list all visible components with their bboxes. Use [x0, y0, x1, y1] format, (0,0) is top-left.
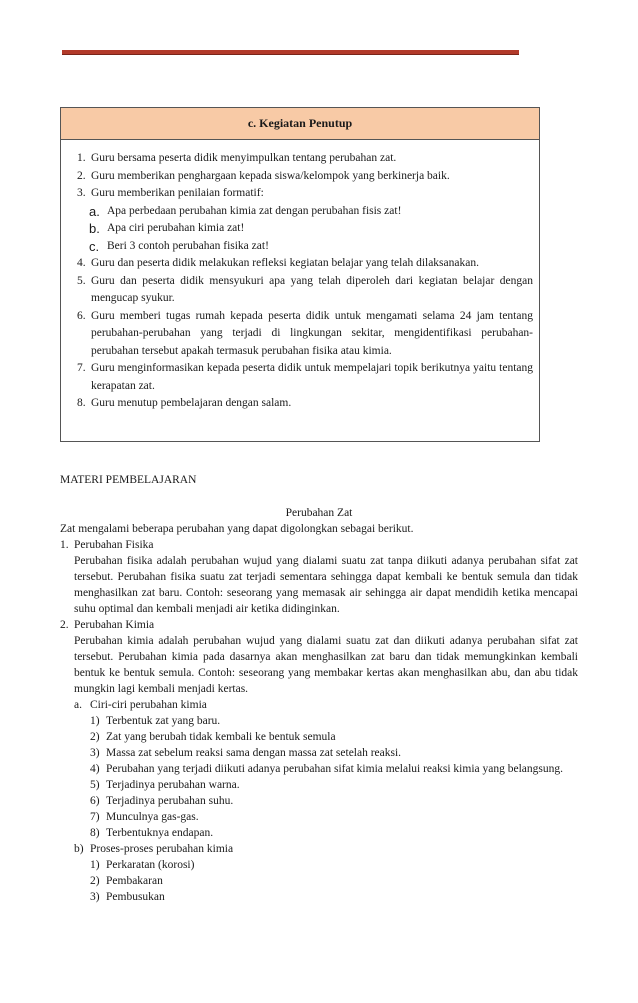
item-number: 3. [77, 187, 86, 199]
item-number: 1. [60, 539, 69, 551]
item-number: 2) [90, 875, 100, 887]
process-item [60, 857, 578, 873]
item-number: 4. [77, 257, 86, 269]
item-title: Perubahan Fisika [74, 539, 154, 551]
closing-activity-heading: c. Kegiatan Penutup [61, 108, 539, 140]
item-number: 4) [90, 763, 100, 775]
physical-change-paragraph: Perubahan fisika adalah perubahan wujud yang dialami suatu zat tanpa diikuti adanya perubahan sifat zat tersebut. Perubahan fisika suatu zat terjadi sementara sehingga dapat kembali ke bentuk semula dan tidak menghasilkan zat baru. Contoh: seseorang yang memasak air sehingga air dapat mendidih ketika mencapai suhu optimal dan kembali menjadi air ketika didinginkan. [74, 555, 578, 615]
closing-activity-table [60, 107, 540, 442]
closing-activity-list [61, 140, 539, 413]
item-text: Terjadinya perubahan suhu. [106, 795, 234, 807]
item-text: Massa zat sebelum reaksi sama dengan massa zat setelah reaksi. [106, 747, 402, 759]
item-text: Guru bersama peserta didik menyimpulkan tentang perubahan zat. [91, 152, 397, 164]
item-text: Apa perbedaan perubahan kimia zat dengan perubahan fisis zat! [107, 204, 402, 217]
item-text: Guru memberi tugas rumah kepada peserta didik untuk mengamati selama 24 jam tentang perubahan-perubahan yang terjadi di lingkungan sekitar, mengidentifikasi perubahan-perubahan tersebut apakah termasuk perubahan fisika atau kimia. [91, 309, 533, 357]
chemical-change-traits-heading [60, 697, 578, 713]
item-number: 1. [77, 152, 86, 164]
item-title: Ciri-ciri perubahan kimia [90, 699, 207, 711]
trait-item [60, 761, 578, 777]
item-letter: b) [74, 843, 84, 855]
item-number: 7. [77, 362, 86, 374]
trait-item [60, 745, 578, 761]
item-number: 1) [90, 715, 100, 727]
intro-paragraph: Zat mengalami beberapa perubahan yang dapat digolongkan sebagai berikut. [60, 523, 414, 535]
physical-change-heading [60, 537, 578, 553]
item-number: 6) [90, 795, 100, 807]
item-text: Zat yang berubah tidak kembali ke bentuk semula [106, 731, 336, 743]
process-item [60, 873, 578, 889]
item-text: Guru dan peserta didik mensyukuri apa yang telah diperoleh dari kegiatan belajar dengan mengucap syukur. [91, 274, 533, 304]
item-text: Perkaratan (korosi) [106, 859, 195, 871]
trait-item [60, 793, 578, 809]
closing-activity-item [77, 150, 533, 168]
item-text: Guru memberikan penghargaan kepada siswa/kelompok yang berkinerja baik. [91, 169, 450, 182]
trait-item [60, 729, 578, 745]
item-number: 5. [77, 274, 86, 287]
item-text: Terbentuknya endapan. [106, 827, 214, 839]
item-text: Perubahan yang terjadi diikuti adanya perubahan sifat kimia melalui reaksi kimia yang belangsung. [106, 763, 563, 775]
item-number: 3) [90, 747, 100, 759]
item-number: 6. [77, 309, 86, 322]
closing-activity-item [77, 255, 533, 273]
item-letter: b. [89, 221, 100, 236]
closing-activity-item [77, 273, 533, 308]
item-number: 8) [90, 827, 100, 839]
item-title: Proses-proses perubahan kimia [90, 843, 234, 855]
item-text: Munculnya gas-gas. [106, 811, 199, 823]
chemical-change-paragraph: Perubahan kimia adalah perubahan wujud yang dialami suatu zat dan diikuti adanya perubahan sifat zat tersebut. Perubahan kimia pada dasarnya akan menghasilkan zat baru dan tidak memungkinkan kembali bentuk ke bentuk semula. Contoh: seseorang yang membakar kertas akan menghasilkan abu, dan abu tidak mungkin lagi kembali menjadi kertas. [74, 635, 578, 695]
learning-material [60, 472, 578, 905]
trait-item [60, 713, 578, 729]
item-text: Beri 3 contoh perubahan fisika zat! [107, 239, 269, 252]
trait-item [60, 809, 578, 825]
item-number: 2. [60, 619, 69, 631]
item-text: Guru menginformasikan kepada peserta didik untuk mempelajari topik berikutnya yaitu tentang kerapatan zat. [91, 362, 533, 392]
formative-question [77, 203, 533, 221]
item-letter: a. [74, 699, 82, 711]
section-heading: MATERI PEMBELAJARAN [60, 474, 197, 486]
item-text: Guru menutup pembelajaran dengan salam. [91, 397, 292, 409]
item-letter: c. [89, 238, 100, 254]
item-number: 1) [90, 859, 100, 871]
trait-item [60, 777, 578, 793]
header-rule [62, 50, 519, 55]
item-number: 8. [77, 397, 86, 409]
formative-question [77, 238, 533, 256]
closing-activity-item [77, 185, 533, 203]
closing-activity-item [77, 395, 533, 413]
process-item [60, 889, 578, 905]
item-text: Guru memberikan penilaian formatif: [91, 187, 264, 199]
item-text: Terjadinya perubahan warna. [106, 779, 240, 791]
item-text: Apa ciri perubahan kimia zat! [107, 222, 245, 234]
closing-activity-item [77, 168, 533, 186]
formative-question [77, 220, 533, 238]
item-number: 7) [90, 811, 100, 823]
item-number: 2. [77, 169, 86, 182]
item-text: Pembusukan [106, 891, 165, 903]
item-text: Terbentuk zat yang baru. [106, 715, 221, 727]
topic-title: Perubahan Zat [285, 507, 353, 519]
item-text: Pembakaran [106, 875, 163, 887]
closing-activity-item [77, 360, 533, 395]
item-number: 5) [90, 779, 100, 791]
trait-item [60, 825, 578, 841]
item-number: 3) [90, 891, 100, 903]
chemical-process-heading [60, 841, 578, 857]
item-title: Perubahan Kimia [74, 619, 155, 631]
item-text: Guru dan peserta didik melakukan refleksi kegiatan belajar yang telah dilaksanakan. [91, 257, 479, 269]
chemical-change-heading [60, 617, 578, 633]
item-number: 2) [90, 731, 100, 743]
closing-activity-item [77, 308, 533, 361]
item-letter: a. [89, 203, 100, 219]
